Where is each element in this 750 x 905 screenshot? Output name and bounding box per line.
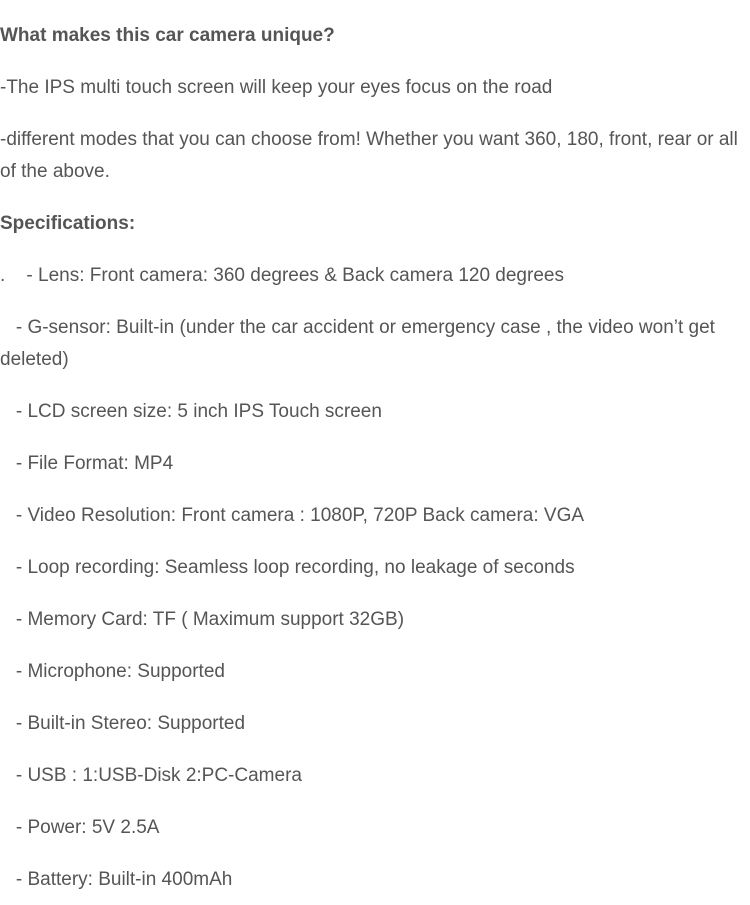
spec-memory-card: - Memory Card: TF ( Maximum support 32GB)	[0, 609, 405, 630]
spec-battery: - Battery: Built-in 400mAh	[0, 869, 233, 890]
spec-g-sensor: - G-sensor: Built-in (under the car accident or emergency case , the video won’t get deleted)	[0, 317, 721, 370]
spec-video-resolution: - Video Resolution: Front camera : 1080P, 720P Back camera: VGA	[0, 505, 585, 526]
intro-heading: What makes this car camera unique?	[0, 25, 335, 46]
spec-loop-recording: - Loop recording: Seamless loop recording, no leakage of seconds	[0, 557, 575, 578]
intro-line-modes: -different modes that you can choose from! Whether you want 360, 180, front, rear or all of the above.	[0, 129, 744, 182]
spec-power: - Power: 5V 2.5A	[0, 817, 160, 838]
spec-stereo: - Built-in Stereo: Supported	[0, 713, 246, 734]
spec-usb: - USB : 1:USB-Disk 2:PC-Camera	[0, 765, 302, 786]
specs-heading: Specifications:	[0, 213, 136, 234]
spec-lcd-screen: - LCD screen size: 5 inch IPS Touch screen	[0, 401, 382, 422]
spec-file-format: - File Format: MP4	[0, 453, 174, 474]
intro-line-screen: -The IPS multi touch screen will keep your eyes focus on the road	[0, 77, 553, 98]
spec-lens: . - Lens: Front camera: 360 degrees & Back camera 120 degrees	[0, 265, 564, 286]
spec-microphone: - Microphone: Supported	[0, 661, 225, 682]
